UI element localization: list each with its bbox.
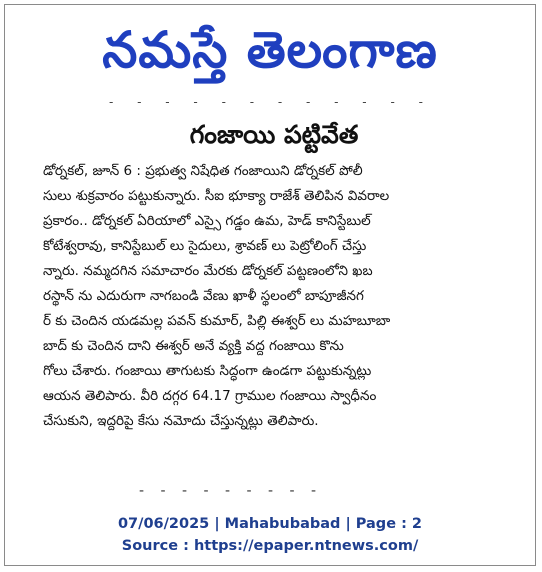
- article-headline: గంజాయి పట్టివేత: [189, 120, 359, 149]
- edition-info: 07/06/2025 | Mahabubabad | Page : 2: [117, 516, 423, 532]
- article-line: గోలు చేశారు. గంజాయి తాగుటకు సిద్ధంగా ఉండగా పట్టుకున్నట్లు: [43, 363, 372, 379]
- article-line: కోటేశ్వరావు, కానిస్టేబుల్ లు సైదులు, శ్రావణ్ లు పెట్రోలింగ్ చేస్తు: [43, 238, 367, 254]
- newspaper-masthead: [5, 11, 535, 89]
- newspaper-title: నమస్తే తెలంగాణ: [102, 21, 438, 79]
- article-line: డోర్నకల్, జూన్ 6 : ప్రభుత్వ నిషేధిత గంజాయిని డోర్నకల్ పోలీ: [43, 163, 363, 179]
- article-line: ప్రకారం.. డోర్నకల్ ఏరియాలో ఎస్సై గడ్డం ఉమ, హెడ్ కానిస్టేబుల్: [43, 213, 371, 229]
- article-line: ఆయన తెలిపారు. వీరి దగ్గర 64.17 గ్రాముల గంజాయి స్వాధీనం: [43, 388, 377, 404]
- source-link[interactable]: Source : https://epaper.ntnews.com/: [121, 538, 419, 554]
- cropped-text-fragment-top: - - - - - - - - - - - -: [109, 97, 433, 109]
- article-clipping: [39, 97, 509, 499]
- page-frame: [4, 4, 536, 566]
- article-body: [43, 159, 499, 434]
- article-line: చేసుకుని, ఇద్దరిపై కేసు నమోదు చేస్తున్నట్లు తెలిపారు.: [43, 413, 319, 429]
- cropped-text-fragment-bottom: - - - - - - - - -: [139, 487, 323, 499]
- article-line: న్నారు. నమ్మదగిన సమాచారం మేరకు డోర్నకల్ పట్టణంలోని ఖబ: [43, 263, 373, 279]
- article-line: సులు శుక్రవారం పట్టుకున్నారు. సీఐ భూక్యా రాజేశ్ తెలిపిన వివరాల: [43, 188, 390, 204]
- article-line: ర్ కు చెందిన యడమల్ల పవన్ కుమార్, పిల్లి ఈశ్వర్ లు మహబూబా: [43, 313, 391, 329]
- edition-footer: [5, 513, 535, 557]
- article-line: రస్థాన్ ను ఎదురుగా నాగబండి వేణు ఖాళీ స్థలంలో బాపూజీనగ: [43, 288, 364, 304]
- article-line: బాద్ కు చెందిన దాని ఈశ్వర్ అనే వ్యక్తి వద్ద గంజాయి కొను: [43, 338, 344, 354]
